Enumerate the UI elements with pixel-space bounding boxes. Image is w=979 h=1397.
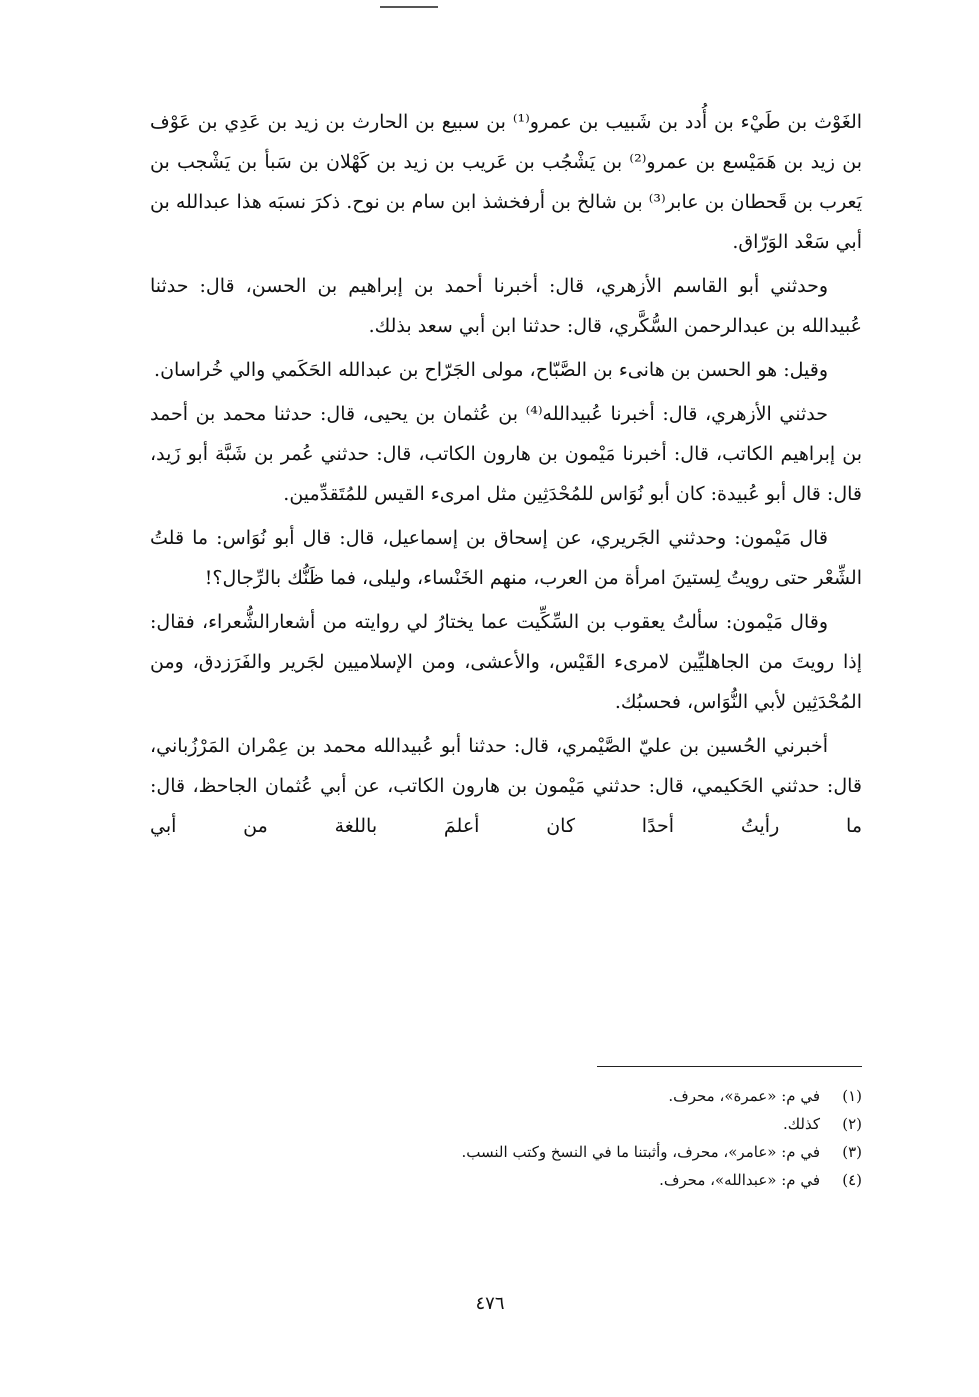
paragraph-2: وحدثني أبو القاسم الأزهري، قال: أخبرنا أحمد بن إبراهيم بن الحسن، قال: حدثنا عُبيدالله بن عبدالرحمن السُّكَّري، قال: حدثنا ابن أبي سعد بذلك. [150, 275, 862, 337]
paragraph-1: الغَوْث بن طَيْء بن أُدد بن شَبيب بن عمرو⁽¹⁾ بن سبيع بن الحارث بن زيد بن عَدِي بن عَوْف بن زيد بن هَمَيْسع بن عمرو⁽²⁾ بن يَشْجُب بن عَريب بن زيد بن كَهْلان بن سَبأ بن يَشْجب بن يَعرب بن قَحطان بن عابر⁽³⁾ بن شالخ بن أرفخشذ ابن سام بن نوح. ذكرَ نسبَه هذا عبدالله بن أبي سَعْد الوَرّاق. [150, 111, 863, 253]
footnote-number: (٣) [842, 1143, 862, 1161]
paragraph-7: أخبرني الحُسين بن عليّ الصَّيْمري، قال: حدثنا أبو عُبيدالله محمد بن عِمْران المَرْزُباني، قال: حدثني الحَكيمي، قال: حدثني مَيْمون بن هارون الكاتب، عن أبي عُثمان الجاحظ، قال: ما رأيتُ أحدًا كان أعلمَ باللغة من أبي [150, 735, 862, 837]
footnote-text: في م: «عمرة»، محرف. [668, 1087, 820, 1105]
paragraph-5: قال مَيْمون: وحدثني الجَريري، عن إسحاق بن إسماعيل، قال: قال أبو نُوَاس: ما قلتُ الشِّعْر حتى رويتُ لِستينَ امرأة من العرب، منهم الخَنْساء، وليلى، فما ظَنُّك بالرِّجال؟! [150, 527, 862, 589]
paragraph-3: وقيل: هو الحسن بن هانىء بن الصَّبّاح، مولى الجَرّاح بن عبدالله الحَكَمي والي خُراسان. [154, 359, 828, 381]
footnote-text: كذلك. [783, 1115, 820, 1133]
page-number: ٤٧٦ [475, 1293, 505, 1314]
main-text [150, 102, 862, 850]
footnote-number: (٤) [842, 1171, 862, 1189]
footnote-number: (١) [842, 1087, 862, 1105]
footnotes [150, 1082, 862, 1194]
top-rule [380, 6, 438, 8]
paragraph-6: وقال مَيْمون: سألتُ يعقوب بن السِّكِّيت عما يختارُ لي روايته من أشعارالشُّعراء، فقال: إذا رويتَ من الجاهليِّين لامرىء القَيْس، والأعشى، ومن الإسلاميين لجَرير والفَرَزدق، ومن المُحْدَثِين لأبي النُّوَاس، فحسبُك. [150, 611, 862, 713]
footnote-text: في م: «عبدالله»، محرف. [659, 1171, 820, 1189]
footnote [150, 1138, 862, 1166]
footnote-text: في م: «عامر»، محرف، وأثبتنا ما في النسخ وكتب النسب. [461, 1143, 820, 1161]
footnote-separator [597, 1066, 862, 1067]
footnote [150, 1110, 862, 1138]
footnote-number: (٢) [842, 1115, 862, 1133]
footnote [150, 1166, 862, 1194]
paragraph-4: حدثني الأزهري، قال: أخبرنا عُبيدالله⁽⁴⁾ بن عُثمان بن يحيى، قال: حدثنا محمد بن أحمد بن إبراهيم الكاتب، قال: أخبرنا مَيْمون بن هارون الكاتب، قال: حدثني عُمر بن شَبَّة أبو زَيد، قال: قال أبو عُبيدة: كان أبو نُوَاس للمُحْدَثِين مثل امرىء القيس للمُتَقدِّمين. [150, 403, 862, 505]
footnote [150, 1082, 862, 1110]
